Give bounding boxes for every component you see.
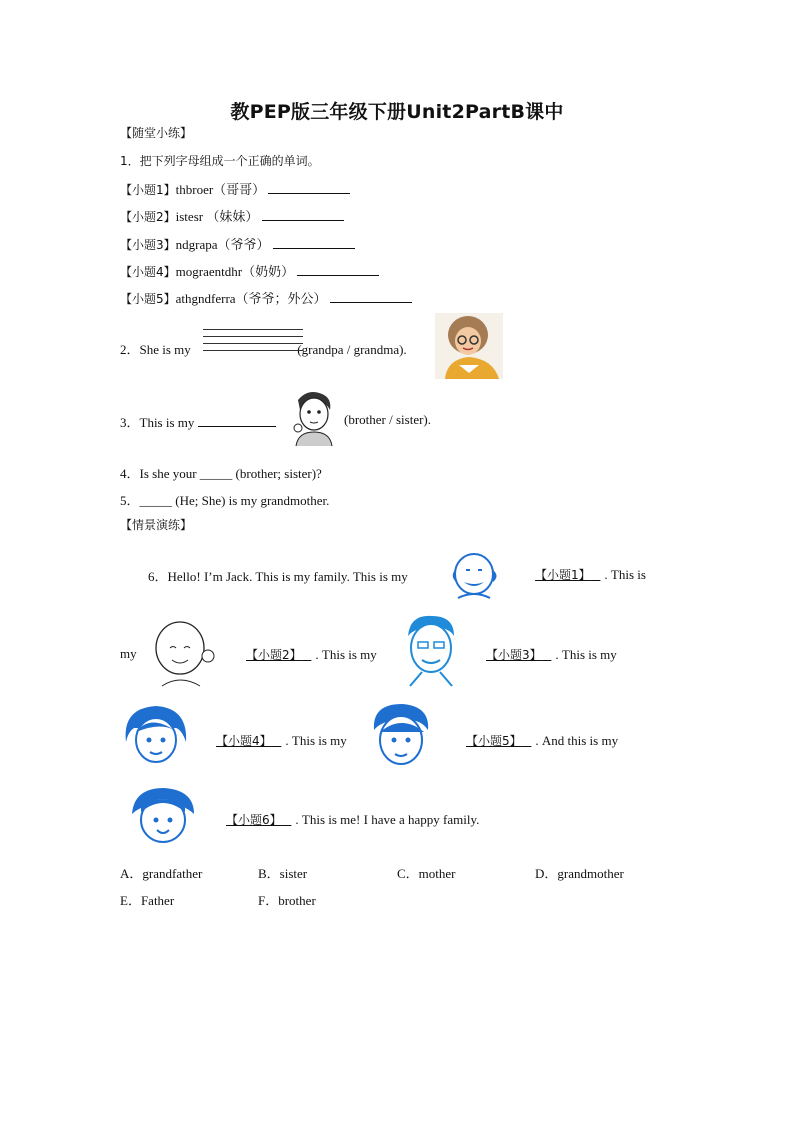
q1-item-2: 【小题2】istesr （妹妹） [120,206,344,225]
four-line-grid [203,329,303,359]
question-2: 2．She is my (grandpa / grandma). [120,342,407,357]
page-title: 教PEP版三年级下册Unit2PartB课中 [230,101,564,123]
option-a: A．grandfather [120,866,203,881]
q6-blank-3[interactable]: 【小题3】 [486,648,542,662]
question-3-choices: (brother / sister). [344,412,432,427]
option-f: F．brother [258,893,316,908]
answer-blank[interactable] [297,274,379,276]
section-heading-practice: 【随堂小练】 [120,126,193,140]
question-4: 4．Is she your _____ (brother; sister)? [120,466,322,481]
grandma-portrait-icon [435,313,503,379]
q6-blank-5[interactable]: 【小题5】 [466,734,522,748]
option-e: E．Father [120,893,175,908]
q6-blank-2-row: 【小题2】 . This is my [230,646,377,663]
q6-intro: 6．Hello! I’m Jack. This is my family. This is my [148,569,408,584]
option-b: B．sister [258,866,308,881]
q1-item-3: 【小题3】ndgrapa（爷爷） [120,234,355,253]
q6-blank-2[interactable]: 【小题2】 [246,648,302,662]
grandfather-face-icon [444,546,506,600]
grandmother-face-icon [146,614,218,688]
answer-blank[interactable] [198,425,276,427]
father-face-icon [400,612,462,688]
q6-blank-1-row: 【小题1】 . This is [519,566,646,583]
question-1-prompt: 1．把下列字母组成一个正确的单词。 [120,154,320,168]
q6-blank-6-row: 【小题6】 . This is me! I have a happy family. [210,811,479,828]
answer-blank[interactable] [262,219,344,221]
q6-blank-4[interactable]: 【小题4】 [216,734,272,748]
option-d: D．grandmother [535,866,624,881]
q6-blank-5-row: 【小题5】 . And this is my [450,732,618,749]
q1-item-5: 【小题5】athgndferra（爷爷；外公） [120,288,412,307]
question-5: 5．_____ (He; She) is my grandmother. [120,493,330,508]
q6-blank-1[interactable]: 【小题1】 [535,568,591,582]
section-heading-scenario: 【情景演练】 [120,518,193,532]
option-c: C．mother [397,866,456,881]
q6-blank-3-row: 【小题3】 . This is my [470,646,617,663]
boy-thinking-icon [286,386,336,448]
q1-item-4: 【小题4】mograentdhr（奶奶） [120,261,379,280]
q6-blank-6[interactable]: 【小题6】 [226,813,282,827]
brother-face-icon [368,700,434,772]
q1-item-1: 【小题1】thbroer（哥哥） [120,179,350,198]
mother-face-icon [120,702,192,772]
question-3: 3．This is my [120,412,276,431]
answer-blank[interactable] [268,192,350,194]
answer-blank[interactable] [273,247,355,249]
girl-face-icon [128,786,198,848]
answer-blank[interactable] [330,301,412,303]
q6-blank-4-row: 【小题4】 . This is my [200,732,347,749]
q6-my: my [120,646,137,661]
